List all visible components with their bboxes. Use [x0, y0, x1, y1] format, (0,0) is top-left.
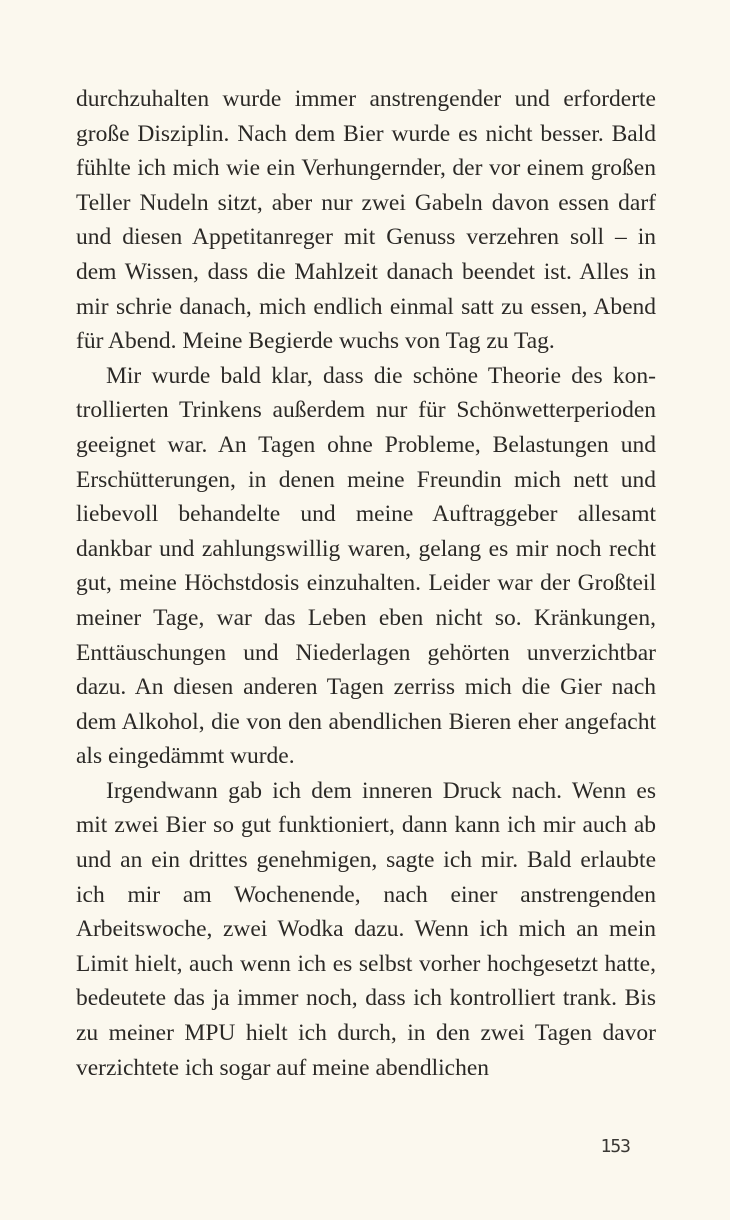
page-number: 153: [600, 1136, 630, 1157]
paragraph-3: Irgendwann gab ich dem inneren Druck nach. Wenn es mit zwei Bier so gut funktioniert, dann kann ich mir auch ab und an ein drittes genehmigen, sagte ich mir. Bald erlaubte ich mir am Wochenende, nach einer anstrengenden Arbeitswoche, zwei Wodka dazu. Wenn ich mich an mein Limit hielt, auch wenn ich es selbst vorher hochgesetzt hatte, bedeutete das ja immer noch, dass ich kontrolliert trank. Bis zu meiner MPU hielt ich durch, in den zwei Tagen davor verzichtete ich sogar auf meine abendlichen: [76, 777, 656, 1081]
paragraph-2: Mir wurde bald klar, dass die schöne Theorie des kontrollierten Trinkens außerdem nur für Schönwetterperioden geeignet war. An Tagen ohne Probleme, Belastungen und Erschütterungen, in denen meine Freundin mich nett und liebevoll behandelte und meine Auftraggeber allesamt dankbar und zahlungswillig waren, gelang es mir noch recht gut, meine Höchstdosis einzuhalten. Leider war der Großteil meiner Tage, war das Leben eben nicht so. Kränkungen, Enttäuschungen und Niederlagen gehörten unverzichtbar dazu. An diesen anderen Tagen zerriss mich die Gier nach dem Alkohol, die von den abendlichen Bieren eher angefacht als eingedämmt wurde.: [76, 362, 656, 770]
paragraph-1: durchzuhalten wurde immer anstrengender und erforderte große Disziplin. Nach dem Bier wurde es nicht besser. Bald fühlte ich mich wie ein Verhungernder, der vor einem großen Teller Nudeln sitzt, aber nur zwei Gabeln davon essen darf und diesen Appetitanreger mit Genuss verzehren soll – in dem Wissen, dass die Mahlzeit danach beendet ist. Alles in mir schrie danach, mich endlich einmal satt zu essen, Abend für Abend. Meine Begierde wuchs von Tag zu Tag.: [76, 86, 656, 355]
body-text: [76, 82, 656, 1085]
